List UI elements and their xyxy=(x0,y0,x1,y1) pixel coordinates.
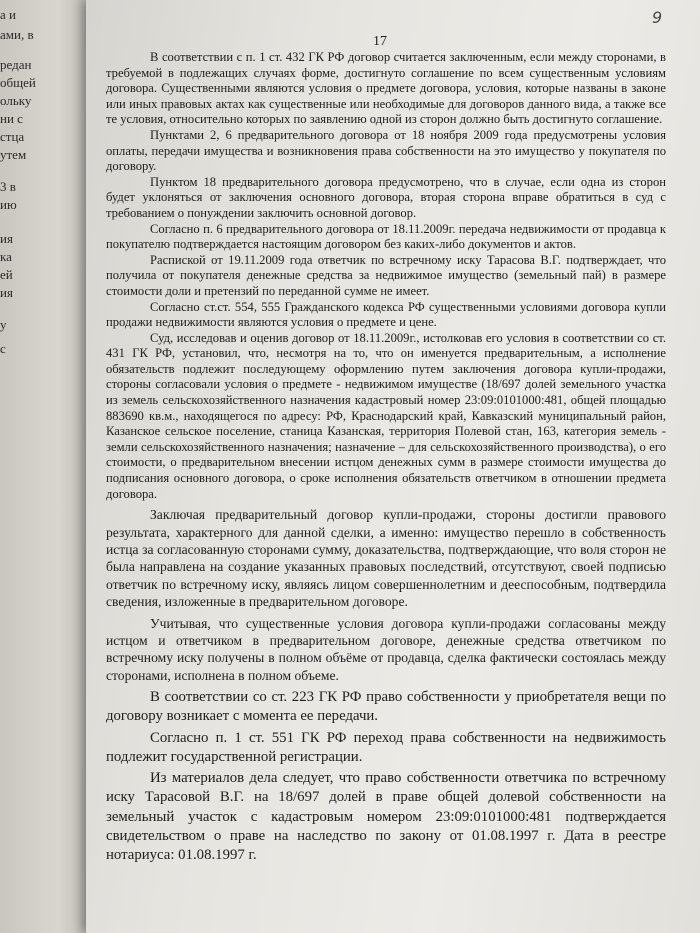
prev-page-fragment: ни с xyxy=(0,111,23,126)
paragraph: Пунктами 2, 6 предварительного договора от 18 ноября 2009 года предусмотрены условия оплаты, передачи имущества и возникновения права собственности на это имущество у покупателя по договору. xyxy=(106,127,666,174)
paragraph: Заключая предварительный договор купли-продажи, стороны достигли правового результата, характерного для данной сделки, а именно: имущество перешло в собственность истца за согласованную сторонами сумму, доказательства, подтверждающие, что воля сторон не была направлена на создание указанных правовых последствий, отсутствуют, своей подписью ответчик по встречному иску, являясь лицом совершеннолетним и дееспособным, подтвердила сведения, изложенные в предварительном договоре. xyxy=(106,507,666,610)
paragraph: Согласно п. 1 ст. 551 ГК РФ переход права собственности на недвижимость подлежит государственной регистрации. xyxy=(106,729,666,765)
paragraph: Из материалов дела следует, что право собственности ответчика по встречному иску Тарасовой В.Г. на 18/697 долей в праве общей долевой собственности на земельный участок с кадастровым номером 23:09:0101000:481 подтверждается свидетельством о праве на наследство по закону от 01.08.1997 г. Дата в реестре нотариуса: 01.08.1997 г. xyxy=(106,770,666,863)
prev-page-fragment: ами, в xyxy=(0,27,34,42)
prev-page-fragment: у xyxy=(0,317,7,332)
prev-page-fragment: 3 в xyxy=(0,179,16,194)
prev-page-fragment: ию xyxy=(0,197,17,212)
paragraph: Согласно п. 6 предварительного договора от 18.11.2009г. передача недвижимости от продавца к покупателю подтверждается настоящим договором без каких-либо документов и актов. xyxy=(106,221,666,252)
prev-page-fragment: утем xyxy=(0,147,27,162)
paragraph: Распиской от 19.11.2009 года ответчик по встречному иску Тарасова В.Г. подтверждает, что получила от покупателя денежные средства за недвижимое имущество (земельный пай) в размере стоимости доли и претензий по переданной сумме не имеет. xyxy=(106,252,666,298)
prev-page-fragment: общей xyxy=(0,75,36,90)
prev-page-fragment: ка xyxy=(0,249,12,264)
prev-page-fragment: а и xyxy=(0,7,16,22)
paragraph: Суд, исследовав и оценив договор от 18.11.2009г., истолковав его условия в соответствии со ст. 431 ГК РФ, установил, что, несмотря на то, что он именуется предварительным, а исполнение обязательств подлежит последующему оформлению путем заключения договора купли-продажи, стороны согласовали условия о предмете - недвижимом имуществе (18/697 долей земельного участка из земель сельскохозяйственного назначения кадастровый номер 23:09:0101000:481, общей площадью 883690 кв.м., находящегося по адресу: РФ, Краснодарский край, Кавказский муниципальный район, Казанское сельское поселение, станица Казанская, территория Полевой стан, 163, категория земель - земли сельскохозяйственного назначения; назначение – для сельскохозяйственного производства), о его стоимости, о предварительном внесении истцом денежных сумм в размере стоимости имущества до подписания основного договора, о сроке исполнения обязательств ответчиком в отношении предмета договора. xyxy=(106,330,666,501)
prev-page-fragment: с xyxy=(0,341,6,356)
document-page xyxy=(86,0,700,933)
page-number: 17 xyxy=(373,34,387,49)
prev-page-fragment: стца xyxy=(0,129,25,144)
prev-page-fragment: ия xyxy=(0,285,13,300)
paragraph: Согласно ст.ст. 554, 555 Гражданского кодекса РФ существенными условиями договора купли продажи недвижимости являются условия о предмете и цене. xyxy=(106,299,666,330)
handwritten-page-mark: 9 xyxy=(652,8,663,27)
paragraph: В соответствии со ст. 223 ГК РФ право собственности у приобретателя вещи по договору возникает с момента ее передачи. xyxy=(106,689,666,725)
prev-page-fragment: ей xyxy=(0,267,13,282)
prev-page-fragment: ия xyxy=(0,231,13,246)
paragraph: Пунктом 18 предварительного договора предусмотрено, что в случае, если одна из сторон будет уклоняться от заключения основного договора, вторая сторона вправе обратиться в суд с требованием о понуждении заключить основной договор. xyxy=(106,174,666,220)
prev-page-fragment: ольку xyxy=(0,93,32,108)
prev-page-fragment: редан xyxy=(0,57,32,72)
previous-page-edge xyxy=(0,0,96,933)
document-text xyxy=(106,50,666,865)
paragraph: В соответствии с п. 1 ст. 432 ГК РФ договор считается заключенным, если между сторонами, в требуемой в подлежащих случаях форме, достигнуто соглашение по всем существенным условиям договора. Существенными являются условия о предмете договора, условия, которые названы в законе или иных правовых актах как существенные или необходимые для договоров данного вида, а также все те условия, относительно которых по заявлению одной из сторон должно быть достигнуто соглашение. xyxy=(106,50,666,127)
paragraph: Учитывая, что существенные условия договора купли-продажи согласованы между истцом и ответчиком в предварительном договоре, денежные средства ответчиком по встречному иску получены в полном объёме от продавца, сделка фактически состоялась между сторонами, исполнена в полном объеме. xyxy=(106,615,666,683)
